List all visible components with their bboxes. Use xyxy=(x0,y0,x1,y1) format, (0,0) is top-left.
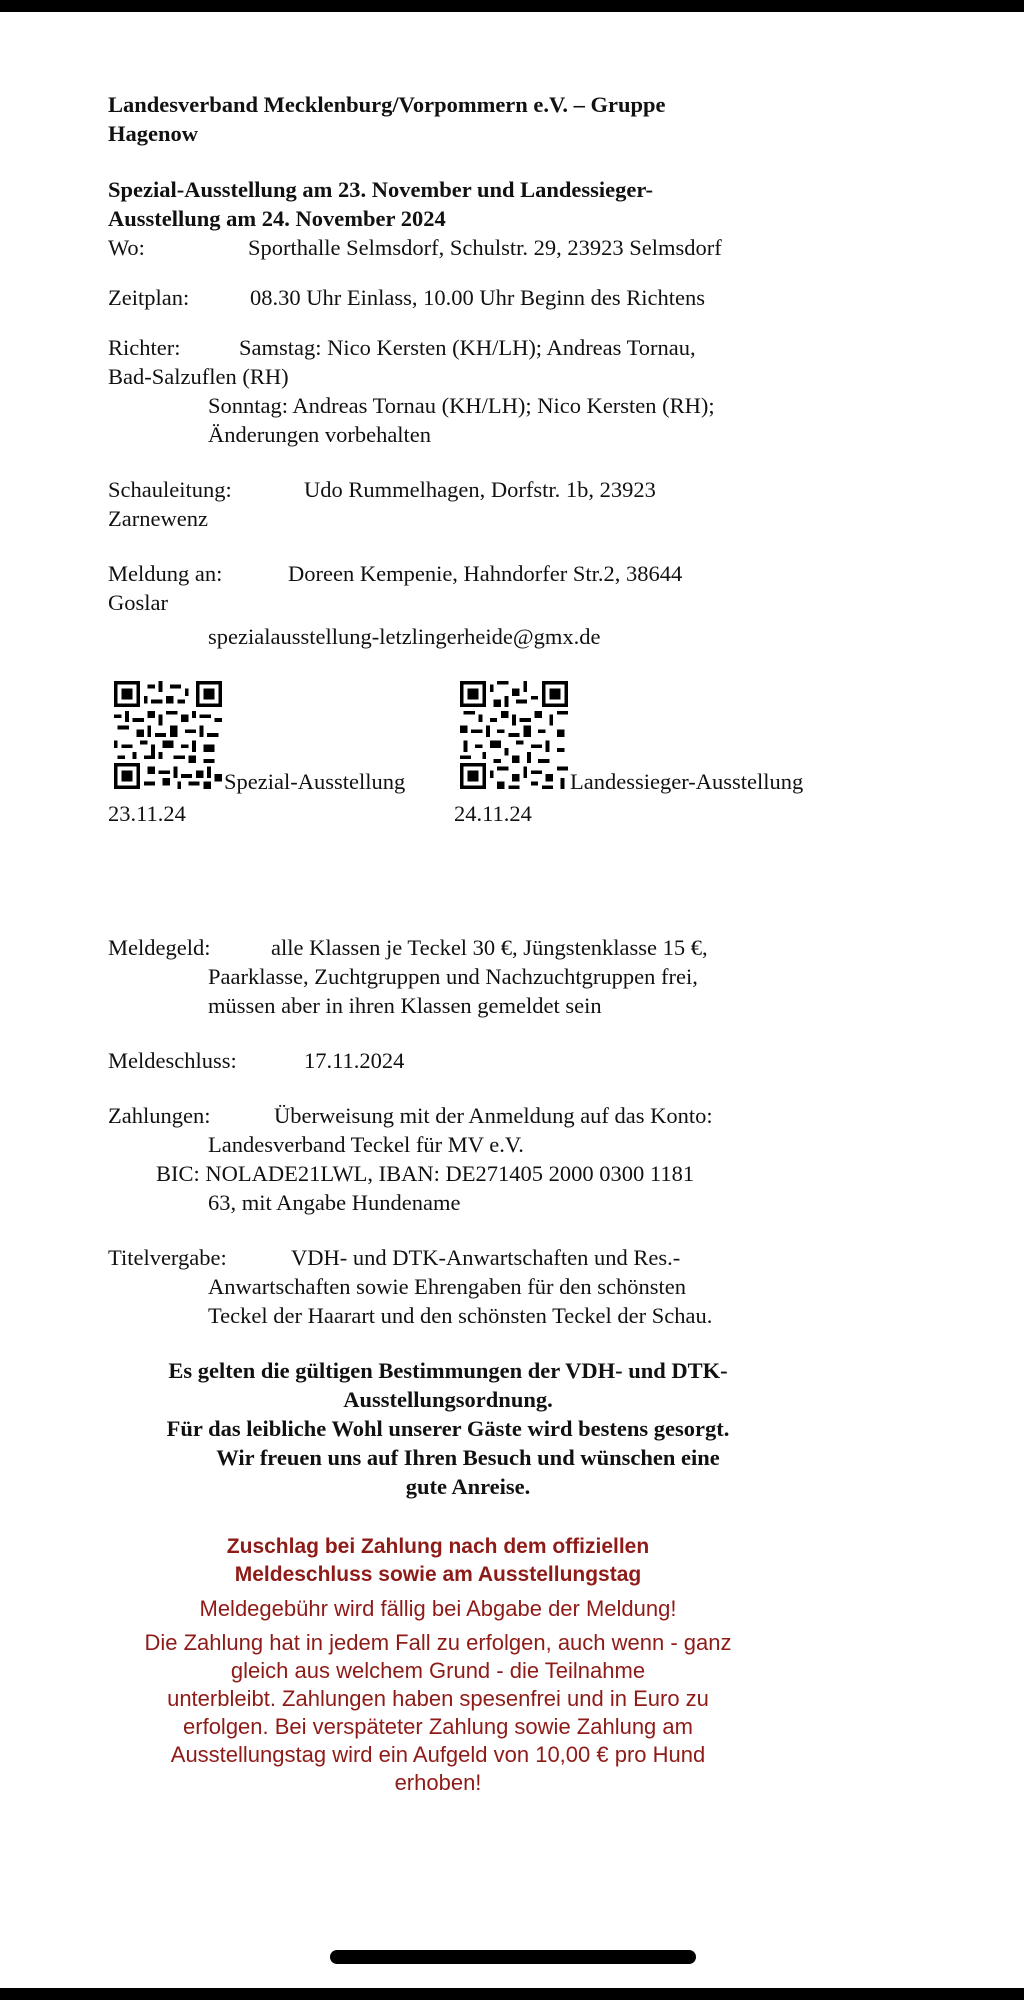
titelvergabe-line3: Teckel der Haarart und den schönsten Teckel der Schau. xyxy=(208,1303,713,1328)
zeitplan-value: 08.30 Uhr Einlass, 10.00 Uhr Beginn des Richtens xyxy=(250,285,705,310)
closing-line4: Wir freuen uns auf Ihren Besuch und wünschen eine xyxy=(216,1445,720,1470)
meldegeld-line3: müssen aber in ihren Klassen gemeldet sein xyxy=(208,993,602,1018)
richter-sonntag: Sonntag: Andreas Tornau (KH/LH); Nico Kersten (RH); xyxy=(208,393,715,418)
bottom-bar xyxy=(0,1988,1024,2000)
richter-section xyxy=(108,333,948,449)
qr-code-section xyxy=(108,681,948,871)
zahlungen-line4: 63, mit Angabe Hundename xyxy=(208,1190,461,1215)
closing-line2: Ausstellungsordnung. xyxy=(343,1387,553,1412)
wo-row xyxy=(108,233,948,262)
meldegeld-label: Meldegeld: xyxy=(108,935,211,960)
wo-label: Wo: xyxy=(108,235,145,260)
closing-line5: gute Anreise. xyxy=(405,1474,531,1499)
meldegeld-line1: alle Klassen je Teckel 30 €, Jüngstenklasse 15 €, xyxy=(271,935,708,960)
qr-date-landessieger: 24.11.24 xyxy=(454,801,532,826)
schauleitung-section xyxy=(108,475,948,533)
document-body xyxy=(108,90,948,1797)
meldung-label: Meldung an: xyxy=(108,561,223,586)
notice-line6: Ausstellungstag wird ein Aufgeld von 10,00 € pro Hund xyxy=(170,1742,706,1767)
notice-line3: gleich aus welchem Grund - die Teilnahme xyxy=(230,1658,646,1683)
qr-item-landessieger[interactable] xyxy=(454,681,804,826)
richter-samstag: Samstag: Nico Kersten (KH/LH); Andreas Tornau, xyxy=(239,335,696,360)
top-status-bar xyxy=(0,0,1024,12)
schauleitung-value: Udo Rummelhagen, Dorfstr. 1b, 23923 xyxy=(304,477,656,502)
zahlungen-section xyxy=(108,1101,948,1217)
closing-line1: Es gelten die gültigen Bestimmungen der VDH- und DTK- xyxy=(168,1358,728,1383)
meldung-section xyxy=(108,559,948,651)
richter-note: Änderungen vorbehalten xyxy=(208,422,432,447)
meldegeld-section xyxy=(108,933,948,1020)
zahlungen-line3: BIC: NOLADE21LWL, IBAN: DE271405 2000 0300 1181 xyxy=(156,1161,695,1186)
zahlungen-line2: Landesverband Teckel für MV e.V. xyxy=(208,1132,524,1157)
richter-label: Richter: xyxy=(108,335,181,360)
notice-title1: Zuschlag bei Zahlung nach dem offiziellen xyxy=(226,1535,650,1558)
home-indicator[interactable] xyxy=(330,1950,696,1964)
notice-line5: erfolgen. Bei verspäteter Zahlung sowie Zahlung am xyxy=(183,1714,693,1739)
meldeschluss-label: Meldeschluss: xyxy=(108,1048,237,1073)
schauleitung-value-cont: Zarnewenz xyxy=(108,506,208,531)
schauleitung-label: Schauleitung: xyxy=(108,477,232,502)
meldegeld-line2: Paarklasse, Zuchtgruppen und Nachzuchtgruppen frei, xyxy=(208,964,698,989)
notice-title2: Meldeschluss sowie am Ausstellungstag xyxy=(234,1563,642,1586)
titelvergabe-section xyxy=(108,1243,948,1330)
zeitplan-row xyxy=(108,283,948,312)
closing-notes xyxy=(108,1356,788,1501)
titelvergabe-label: Titelvergabe: xyxy=(108,1245,227,1270)
titelvergabe-line1: VDH- und DTK-Anwartschaften und Res.- xyxy=(291,1245,681,1270)
notice-line2: Die Zahlung hat in jedem Fall zu erfolgen, auch wenn - ganz xyxy=(144,1630,732,1655)
payment-notice xyxy=(88,1533,788,1797)
association-title: Landesverband Mecklenburg/Vorpommern e.V. – Gruppe Hagenow xyxy=(108,92,666,146)
notice-line4: unterbleibt. Zahlungen haben spesenfrei und in Euro zu xyxy=(167,1686,709,1711)
meldung-value-cont: Goslar xyxy=(108,590,168,615)
event-title: Spezial-Ausstellung am 23. November und Landessieger-Ausstellung am 24. November 2024 xyxy=(108,177,654,231)
zeitplan-label: Zeitplan: xyxy=(108,285,190,310)
zahlungen-label: Zahlungen: xyxy=(108,1103,211,1128)
wo-value: Sporthalle Selmsdorf, Schulstr. 29, 23923 Selmsdorf xyxy=(248,235,722,260)
notice-line1: Meldegebühr wird fällig bei Abgabe der Meldung! xyxy=(199,1596,677,1621)
richter-samstag-cont: Bad-Salzuflen (RH) xyxy=(108,364,289,389)
qr-code-icon[interactable] xyxy=(114,681,222,789)
qr-label-spezial: Spezial-Ausstellung xyxy=(224,769,406,794)
notice-line7: erhoben! xyxy=(394,1770,482,1795)
qr-code-icon[interactable] xyxy=(460,681,568,789)
qr-label-landessieger: Landessieger-Ausstellung xyxy=(570,769,804,794)
closing-line3: Für das leibliche Wohl unserer Gäste wird bestens gesorgt. xyxy=(166,1416,730,1441)
qr-item-spezial[interactable] xyxy=(108,681,406,826)
zahlungen-line1: Überweisung mit der Anmeldung auf das Konto: xyxy=(274,1103,713,1128)
meldung-email[interactable]: spezialausstellung-letzlingerheide@gmx.de xyxy=(208,624,601,649)
qr-date-spezial: 23.11.24 xyxy=(108,801,186,826)
titelvergabe-line2: Anwartschaften sowie Ehrengaben für den schönsten xyxy=(208,1274,686,1299)
meldung-value: Doreen Kempenie, Hahndorfer Str.2, 38644 xyxy=(288,561,683,586)
meldeschluss-value: 17.11.2024 xyxy=(304,1048,405,1073)
meldeschluss-row xyxy=(108,1046,948,1075)
